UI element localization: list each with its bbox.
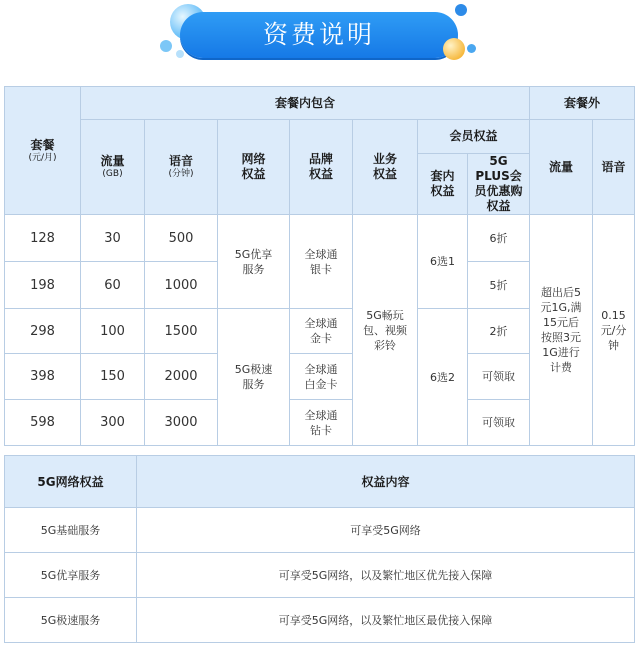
cell-extra-data-text: 超出后5元1G,满15元后按照3元1G进行计费 (540, 286, 582, 374)
cell-network-2-text: 5G极速服务 (234, 363, 273, 391)
cell-price: 298 (5, 309, 81, 354)
decorative-bubble (467, 44, 476, 53)
cell-price: 598 (5, 400, 81, 446)
cell-brand-gold-text: 全球通金卡 (304, 317, 338, 345)
cell-rights-content: 可享受5G网络，以及繁忙地区优先接入保障 (137, 553, 635, 598)
header-data-label: 流量 (100, 154, 125, 168)
cell-network-1-text: 5G优享服务 (234, 247, 273, 276)
cell-rights-name: 5G极速服务 (5, 598, 137, 643)
cell-plus: 2折 (468, 309, 530, 354)
plan-table (4, 86, 635, 446)
header-package-unit: (元/月) (28, 152, 57, 163)
cell-plus: 6折 (468, 215, 530, 262)
cell-rights-name: 5G优享服务 (5, 553, 137, 598)
header-extra-data: 流量 (530, 120, 593, 215)
table-row (5, 508, 635, 553)
header-business-rights-label: 业务权益 (372, 152, 397, 181)
cell-network-1 (218, 215, 290, 309)
page-title: 资费说明 (180, 12, 458, 58)
cell-in-package-1: 6选1 (418, 215, 468, 309)
cell-network-2 (218, 309, 290, 446)
cell-brand-diamond-text: 全球通钻卡 (304, 408, 338, 437)
cell-data: 30 (81, 215, 145, 262)
header-voice-label: 语音 (168, 154, 193, 168)
header-voice (145, 120, 218, 215)
decorative-bubble (455, 4, 467, 16)
decorative-bubble (160, 40, 172, 52)
cell-price: 398 (5, 354, 81, 400)
header-plus-rights-label: 5G PLUS会员优惠购权益 (474, 154, 523, 213)
cell-rights-content: 可享受5G网络，以及繁忙地区最优接入保障 (137, 598, 635, 643)
header-data (81, 120, 145, 215)
cell-business (353, 215, 418, 446)
table-row (5, 553, 635, 598)
cell-price: 128 (5, 215, 81, 262)
cell-brand-silver (290, 215, 353, 309)
cell-brand-platinum (290, 354, 353, 400)
rights-table (4, 455, 635, 643)
cell-voice: 1000 (145, 262, 218, 309)
cell-plus: 5折 (468, 262, 530, 309)
header-included: 套餐内包含 (81, 87, 530, 120)
header-network-rights-label: 网络权益 (241, 152, 266, 181)
cell-brand-platinum-text: 全球通白金卡 (304, 362, 338, 391)
cell-price: 198 (5, 262, 81, 309)
header-member-rights: 会员权益 (418, 120, 530, 154)
cell-voice: 2000 (145, 354, 218, 400)
header-in-package (418, 154, 468, 215)
cell-rights-content: 可享受5G网络 (137, 508, 635, 553)
cell-data: 60 (81, 262, 145, 309)
cell-business-text: 5G畅玩包、视频彩铃 (363, 308, 407, 352)
header-package-label: 套餐 (30, 137, 55, 152)
cell-in-package-2: 6选2 (418, 309, 468, 446)
cell-voice: 1500 (145, 309, 218, 354)
cell-extra-data (530, 215, 593, 446)
decorative-bubble (176, 50, 184, 58)
cell-voice: 500 (145, 215, 218, 262)
header-extra: 套餐外 (530, 87, 635, 120)
cell-data: 100 (81, 309, 145, 354)
cell-rights-name: 5G基础服务 (5, 508, 137, 553)
header-package (5, 87, 81, 215)
table-row (5, 215, 635, 262)
header-rights-content: 权益内容 (137, 456, 635, 508)
cell-voice: 3000 (145, 400, 218, 446)
header-data-unit: (GB) (102, 169, 123, 179)
header-plus-rights (468, 154, 530, 215)
cell-brand-gold (290, 309, 353, 354)
header-business-rights (353, 120, 418, 215)
cell-extra-voice-text: 0.15元/分钟 (600, 308, 627, 352)
header-rights-name: 5G网络权益 (5, 456, 137, 508)
cell-plus: 可领取 (468, 354, 530, 400)
cell-extra-voice (593, 215, 635, 446)
cell-brand-silver-text: 全球通银卡 (304, 247, 338, 276)
decorative-bubble (443, 38, 465, 60)
header-in-package-label: 套内权益 (430, 169, 455, 198)
cell-data: 150 (81, 354, 145, 400)
cell-plus: 可领取 (468, 400, 530, 446)
title-banner-area (0, 0, 640, 70)
table-row (5, 598, 635, 643)
header-extra-voice: 语音 (593, 120, 635, 215)
cell-brand-diamond (290, 400, 353, 446)
cell-data: 300 (81, 400, 145, 446)
header-network-rights (218, 120, 290, 215)
header-voice-unit: (分钟) (168, 169, 194, 179)
header-brand-rights-label: 品牌权益 (308, 152, 333, 181)
header-brand-rights (290, 120, 353, 215)
